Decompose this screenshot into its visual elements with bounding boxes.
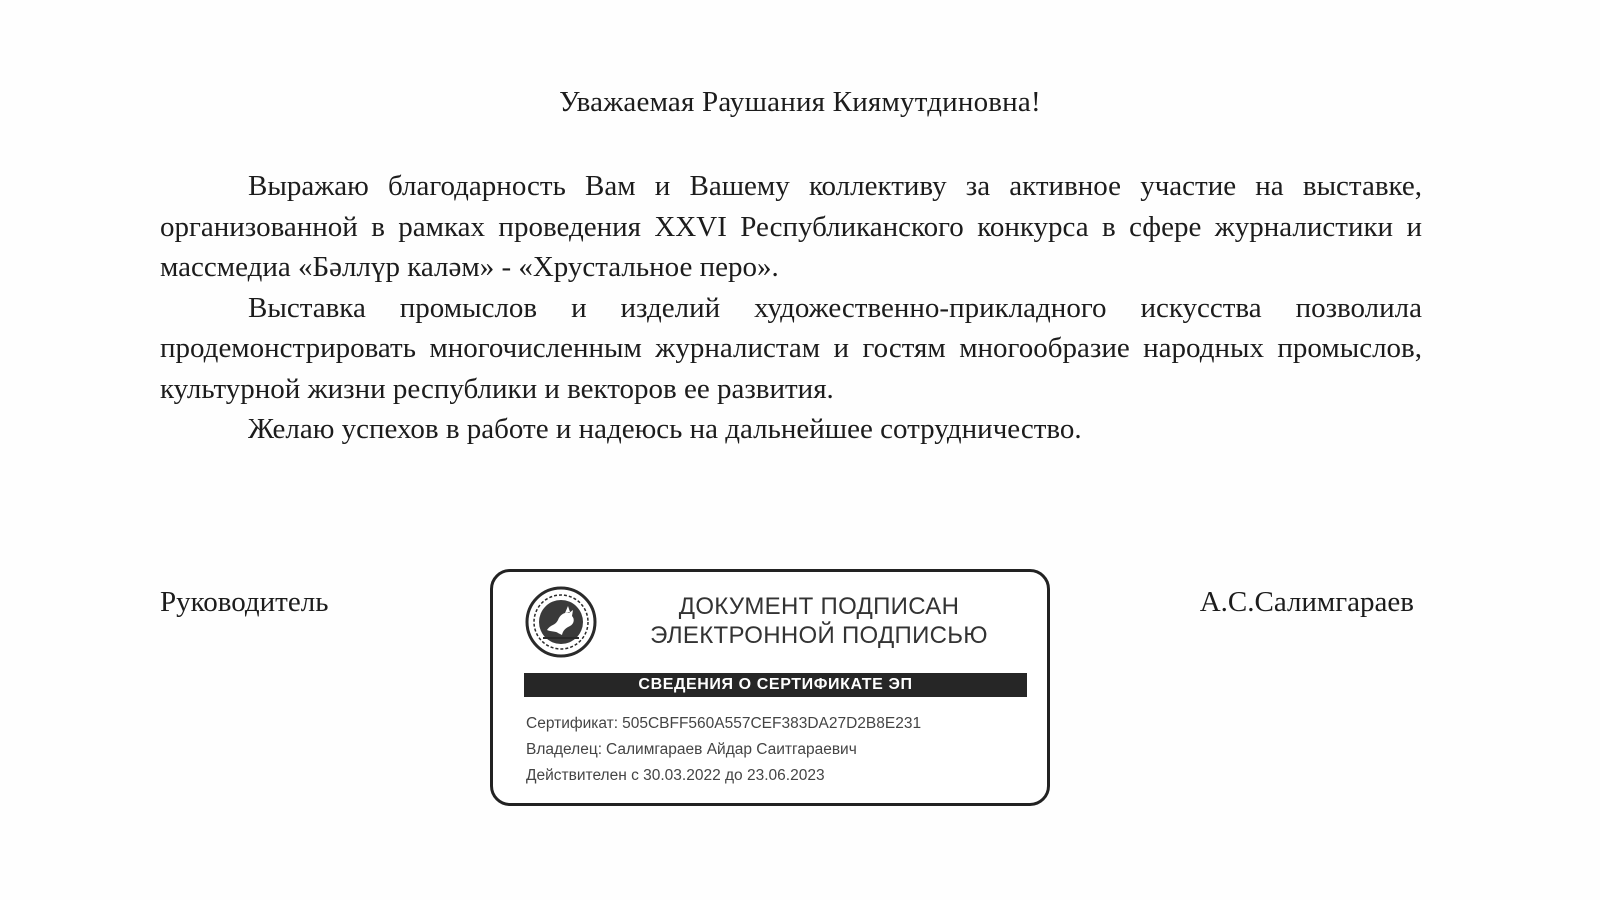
stamp-title-line-1: ДОКУМЕНТ ПОДПИСАН: [678, 593, 960, 620]
letter-body: [160, 166, 1422, 450]
validity-line: Действителен с 30.03.2022 до 23.06.2023: [526, 767, 825, 784]
owner-label: Владелец:: [526, 741, 603, 758]
certificate-line: [526, 711, 925, 737]
owner-line: [526, 737, 925, 763]
signer-role: Руководитель: [160, 586, 329, 618]
greeting: Уважаемая Раушания Киямутдиновна!: [559, 86, 1041, 118]
signer-name: А.С.Салимгараев: [1199, 586, 1414, 618]
certificate-value: 505CBFF560A557CEF383DA27D2B8E231: [622, 715, 922, 732]
paragraph-gratitude: Выражаю благодарность Вам и Вашему коллективу за активное участие на выставке, организованной в рамках проведения XXVI Республиканского конкурса в сфере журналистики и массмедиа «Бәллүр каләм» - «Хрустальное перо».: [160, 170, 1422, 283]
certificate-details: [526, 711, 925, 789]
owner-value: Салимгараев Айдар Саитгараевич: [606, 741, 857, 758]
tatarstan-coat-of-arms-icon: [525, 586, 597, 658]
certificate-info-bar: СВЕДЕНИЯ О СЕРТИФИКАТЕ ЭП: [524, 673, 1027, 697]
paragraph-wishes: Желаю успехов в работе и надеюсь на дальнейшее сотрудничество.: [248, 413, 1082, 445]
stamp-title-line-2: ЭЛЕКТРОННОЙ ПОДПИСЬЮ: [650, 622, 988, 649]
certificate-label: Сертификат:: [526, 715, 619, 732]
paragraph-exhibition: Выставка промыслов и изделий художественно-прикладного искусства позволила продемонстрировать многочисленным журналистам и гостям многообразие народных промыслов, культурной жизни республики и векторов ее развития.: [160, 291, 1422, 405]
stamp-title: [609, 592, 1029, 650]
electronic-signature-stamp: [490, 569, 1050, 806]
